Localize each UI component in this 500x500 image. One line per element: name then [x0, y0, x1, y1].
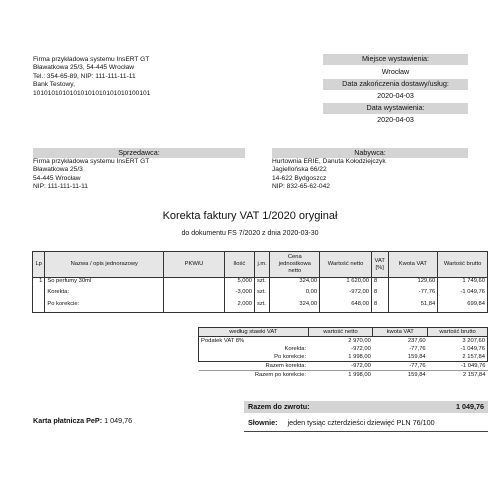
cell: 0,00: [270, 289, 320, 301]
cell: 3 207,60: [462, 338, 485, 344]
cell: 2,000: [224, 301, 254, 313]
cell: [164, 278, 225, 289]
seller-block: [33, 158, 149, 192]
table-row: [33, 289, 488, 301]
buyer-line: NIP: 832-65-62-042: [272, 183, 330, 191]
cell: szt.: [254, 289, 269, 301]
seller-header-line: Firma przykładowa systemu InsERT GT: [33, 56, 150, 63]
table-row: [33, 278, 488, 289]
seller-header-line: Bławatkowa 25/3, 54-445 Wrocław: [33, 64, 135, 72]
header-pkwiu: PKWiU: [164, 252, 225, 278]
table-row: [199, 345, 488, 353]
card-payment: [33, 416, 132, 425]
vat-header-row: [199, 328, 488, 337]
cell: Razem po korekcie:: [254, 372, 307, 378]
seller-header-line: Bank Testowy,: [33, 81, 75, 89]
words-label: Słownie:: [248, 418, 278, 427]
buyer-line: Jagiellońska 66/22: [272, 166, 327, 174]
cell: 648,00: [320, 301, 372, 313]
cell: 8: [371, 278, 388, 289]
cell: [164, 289, 225, 301]
table-row: [199, 362, 488, 371]
words-underline: [244, 431, 488, 432]
table-row: [33, 301, 488, 313]
seller-header-line: 10101010101010101010101010100101: [33, 89, 151, 97]
items-header-row: [33, 252, 488, 278]
buyer-label: Nabywca:: [272, 148, 468, 158]
place-label: Miejsce wystawienia:: [323, 54, 468, 65]
cell: -1 049,76: [461, 363, 486, 369]
cell: 237,60: [407, 338, 426, 344]
cell: szt.: [254, 278, 269, 289]
cell: 2 157,84: [462, 372, 486, 378]
place-value: Wrocław: [381, 67, 410, 76]
cell: 129,60: [388, 278, 438, 289]
cell: So perfumy 30ml: [45, 278, 164, 289]
cell: -77,76: [409, 363, 426, 369]
cell: [164, 301, 225, 313]
cell: -972,00: [351, 346, 371, 352]
delivery-label: Data zakończenia dostawy/usług:: [323, 79, 468, 90]
issue-label: Data wystawienia:: [323, 103, 468, 114]
cell: -1 049,76: [460, 346, 485, 352]
seller-line: NIP: 111-111-11-11: [33, 183, 88, 191]
cell: Korekta:: [45, 289, 164, 301]
words-value: jeden tysiąc czterdzieści dziewięć PLN 76/100: [287, 418, 435, 427]
header-qty: Ilość: [224, 252, 254, 278]
header-unit: j.m.: [254, 252, 269, 278]
cell: 8: [371, 289, 388, 301]
cell: 699,84: [438, 301, 488, 313]
cell: 51,84: [388, 301, 438, 313]
seller-label: Sprzedawca:: [33, 148, 245, 158]
cell: Podatek VAT 8%: [201, 338, 245, 344]
cell: 1 998,00: [348, 354, 371, 360]
refund-label: Razem do zwrotu:: [248, 402, 310, 411]
card-payment-value: 1 049,76: [104, 416, 133, 425]
refund-bar: [244, 401, 488, 413]
table-row: [199, 353, 488, 362]
cell: 159,84: [407, 372, 426, 378]
cell: [33, 289, 45, 301]
cell: -972,00: [351, 363, 371, 369]
header-vat-amount: Kwota VAT: [388, 252, 438, 278]
document-title: Korekta faktury VAT 1/2020 oryginał: [162, 210, 338, 222]
cell: 8: [371, 301, 388, 313]
header-lp: Lp: [33, 252, 45, 278]
cell: Korekta:: [284, 346, 307, 352]
cell: Po korekcie:: [45, 301, 164, 313]
cell: 324,00: [270, 278, 320, 289]
seller-line: Bławatkowa 25/3: [33, 166, 83, 174]
cell: 1: [33, 278, 45, 289]
amount-in-words: [248, 418, 435, 427]
cell: -77,76: [409, 346, 426, 352]
cell: Razem korekta:: [265, 363, 307, 369]
cell: 2 970,00: [348, 338, 371, 344]
seller-line: Firma przykładowa systemu InsERT GT: [33, 158, 150, 165]
table-row: [199, 371, 488, 380]
buyer-block: [272, 158, 386, 192]
cell: 2 157,84: [462, 354, 485, 360]
refund-value: 1 049,76: [456, 402, 484, 411]
cell: -1 049,76: [438, 289, 488, 301]
vat-header-gross: wartość brutto: [428, 328, 488, 337]
seller-header: [33, 56, 150, 98]
cell: -77,76: [388, 289, 438, 301]
cell: -3,000: [224, 289, 254, 301]
cell: -972,00: [320, 289, 372, 301]
buyer-line: Hurtownia ERIE, Danuta Kołodziejczyk: [272, 158, 386, 165]
cell: 1 620,00: [320, 278, 372, 289]
seller-header-line: Tel.: 354-65-89, NIP: 111-111-11-11: [33, 72, 136, 80]
table-row: [199, 337, 488, 346]
header-price: Cena jednostkowa netto: [270, 252, 320, 278]
cell: [33, 301, 45, 313]
cell: 159,84: [407, 354, 426, 360]
cell: 1 749,60: [438, 278, 488, 289]
cell: 5,000: [224, 278, 254, 289]
cell: szt.: [254, 301, 269, 313]
vat-header-rate: według stawki VAT: [199, 328, 309, 337]
header-net: Wartość netto: [320, 252, 372, 278]
vat-header-net: wartość netto: [308, 328, 373, 337]
header-vat-rate: VAT [%]: [371, 252, 388, 278]
delivery-value: 2020-04-03: [377, 91, 414, 100]
header-name: Nazwa / opis jednorazowy: [45, 252, 164, 278]
issue-value: 2020-04-03: [377, 115, 414, 124]
card-payment-label: Karta płatnicza PeP:: [33, 416, 103, 425]
vat-header-vat: kwota VAT: [373, 328, 428, 337]
cell: Po korekcie:: [274, 354, 307, 360]
header-gross: Wartość brutto: [438, 252, 488, 278]
buyer-line: 14-622 Bydgoszcz: [272, 174, 327, 182]
document-subtitle: do dokumentu FS 7/2020 z dnia 2020-03-30: [181, 230, 319, 237]
items-table: [32, 251, 488, 313]
cell: 324,00: [270, 301, 320, 313]
seller-line: 54-445 Wrocław: [33, 174, 81, 182]
vat-summary-table: [198, 327, 488, 379]
cell: 1 998,00: [348, 372, 371, 378]
